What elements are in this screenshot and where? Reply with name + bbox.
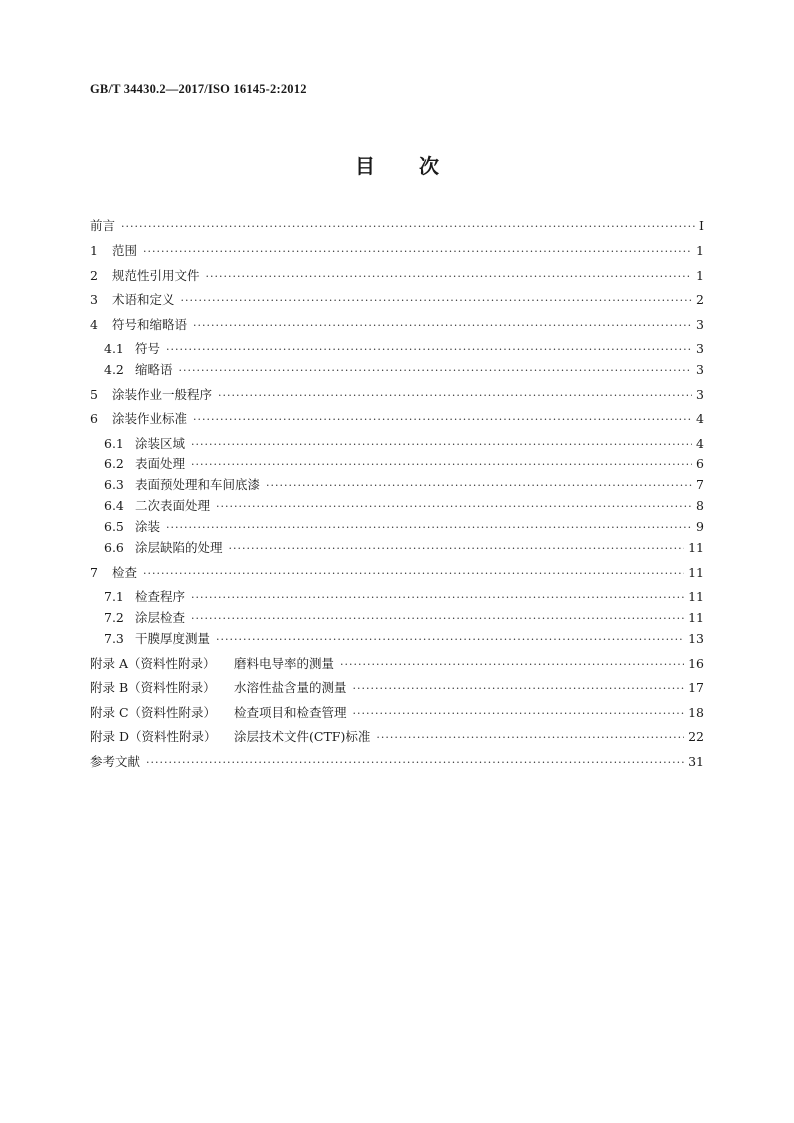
toc-entry-label: 缩略语	[135, 362, 173, 377]
toc-entry-7[interactable]	[90, 565, 704, 582]
toc-entry-page: 3	[696, 317, 704, 332]
toc-entry-6-2[interactable]	[104, 456, 704, 473]
toc-entry-page: 17	[688, 680, 704, 695]
document-code-header: GB/T 34430.2—2017/ISO 16145-2:2012	[90, 82, 307, 96]
toc-entry-page: 11	[688, 589, 704, 604]
toc-entry-number: 2	[90, 268, 98, 283]
toc-entry-label: 水溶性盐含量的测量	[234, 680, 347, 695]
toc-entry-annex-b[interactable]	[90, 680, 704, 697]
title-char-1: 目	[355, 154, 375, 178]
toc-entry-label: 涂层检查	[135, 610, 186, 625]
toc-entry-2[interactable]	[90, 268, 704, 285]
toc-entry-6-1[interactable]	[104, 436, 704, 453]
toc-entry-4-1[interactable]	[104, 341, 704, 358]
toc-entry-label: 符号和缩略语	[112, 317, 188, 332]
toc-entry-label: 涂层缺陷的处理	[135, 540, 223, 555]
toc-entry-number: 7.3	[104, 631, 124, 646]
toc-entry-6-3[interactable]	[104, 477, 704, 494]
toc-entry-page: 11	[688, 540, 704, 555]
toc-entry-foreword[interactable]	[90, 218, 704, 235]
toc-entry-number: 6	[90, 411, 98, 426]
toc-entry-number: 7.1	[104, 589, 124, 604]
toc-entry-page: 18	[688, 705, 704, 720]
toc-entry-number: 4	[90, 317, 98, 332]
toc-entry-page: 11	[688, 610, 704, 625]
toc-entry-label: 涂装作业一般程序	[112, 387, 213, 402]
toc-entry-number: 6.2	[104, 456, 124, 471]
toc-entry-number: 附录 C（资料性附录）	[90, 705, 217, 720]
toc-entry-label: 参考文献	[90, 754, 141, 769]
toc-entry-number: 7.2	[104, 610, 124, 625]
toc-entry-page: 11	[688, 565, 704, 580]
toc-entry-label: 前言	[90, 218, 116, 233]
toc-entry-label: 范围	[112, 243, 138, 258]
toc-entry-label: 规范性引用文件	[112, 268, 200, 283]
toc-entry-6-5[interactable]	[104, 519, 704, 536]
toc-entry-page: 4	[696, 436, 704, 451]
toc-entry-label: 磨料电导率的测量	[234, 656, 335, 671]
toc-entry-6-6[interactable]	[104, 540, 704, 557]
table-of-contents	[90, 0, 704, 1123]
toc-entry-7-2[interactable]	[104, 610, 704, 627]
toc-entry-label: 检查项目和检查管理	[234, 705, 347, 720]
toc-entry-number: 附录 D（资料性附录）	[90, 729, 217, 744]
toc-entry-page: Ⅰ	[699, 218, 704, 233]
toc-entry-page: 1	[696, 243, 704, 258]
toc-entry-label: 表面预处理和车间底漆	[135, 477, 261, 492]
toc-entry-page: 31	[688, 754, 704, 769]
toc-entry-page: 16	[688, 656, 704, 671]
toc-entry-number: 5	[90, 387, 98, 402]
toc-entry-page: 7	[696, 477, 704, 492]
toc-entry-number: 4.1	[104, 341, 124, 356]
toc-entry-number: 附录 B（资料性附录）	[90, 680, 216, 695]
toc-entry-number: 7	[90, 565, 98, 580]
toc-entry-label: 涂装	[135, 519, 161, 534]
toc-entry-number: 3	[90, 292, 98, 307]
toc-entry-label: 检查	[112, 565, 138, 580]
toc-entry-page: 3	[696, 362, 704, 377]
toc-entry-page: 8	[696, 498, 704, 513]
toc-entry-label: 表面处理	[135, 456, 186, 471]
toc-entry-label: 二次表面处理	[135, 498, 211, 513]
toc-entry-page: 3	[696, 341, 704, 356]
toc-entry-label: 涂装作业标准	[112, 411, 188, 426]
toc-entry-number: 6.1	[104, 436, 124, 451]
toc-entry-page: 9	[696, 519, 704, 534]
toc-entry-annex-c[interactable]	[90, 705, 704, 722]
toc-entry-label: 术语和定义	[112, 292, 175, 307]
toc-entry-page: 2	[696, 292, 704, 307]
toc-entry-page: 4	[696, 411, 704, 426]
toc-entry-7-3[interactable]	[104, 631, 704, 648]
toc-entry-1[interactable]	[90, 243, 704, 260]
toc-entry-annex-d[interactable]	[90, 729, 704, 746]
toc-entry-number: 附录 A（资料性附录）	[90, 656, 216, 671]
toc-entry-number: 6.4	[104, 498, 124, 513]
toc-entry-7-1[interactable]	[104, 589, 704, 606]
title-char-2: 次	[419, 154, 439, 178]
toc-entry-4-2[interactable]	[104, 362, 704, 379]
toc-entry-page: 6	[696, 456, 704, 471]
toc-entry-label: 符号	[135, 341, 161, 356]
toc-entry-number: 6.5	[104, 519, 124, 534]
toc-entry-page: 1	[696, 268, 704, 283]
toc-entry-bibliography[interactable]	[90, 754, 704, 771]
toc-entry-page: 22	[688, 729, 704, 744]
toc-entry-page: 13	[688, 631, 704, 646]
toc-entry-number: 1	[90, 243, 98, 258]
toc-entry-label: 检查程序	[135, 589, 186, 604]
toc-entry-number: 6.6	[104, 540, 124, 555]
toc-entry-6[interactable]	[90, 411, 704, 428]
toc-entry-label: 干膜厚度测量	[135, 631, 211, 646]
toc-entry-page: 3	[696, 387, 704, 402]
toc-entry-4[interactable]	[90, 317, 704, 334]
toc-entry-label: 涂层技术文件(CTF)标准	[234, 729, 371, 744]
toc-entry-annex-a[interactable]	[90, 656, 704, 673]
toc-entry-number: 4.2	[104, 362, 124, 377]
toc-entry-label: 涂装区域	[135, 436, 186, 451]
toc-entry-6-4[interactable]	[104, 498, 704, 515]
toc-entry-3[interactable]	[90, 292, 704, 309]
toc-entry-number: 6.3	[104, 477, 124, 492]
toc-entry-5[interactable]	[90, 387, 704, 404]
